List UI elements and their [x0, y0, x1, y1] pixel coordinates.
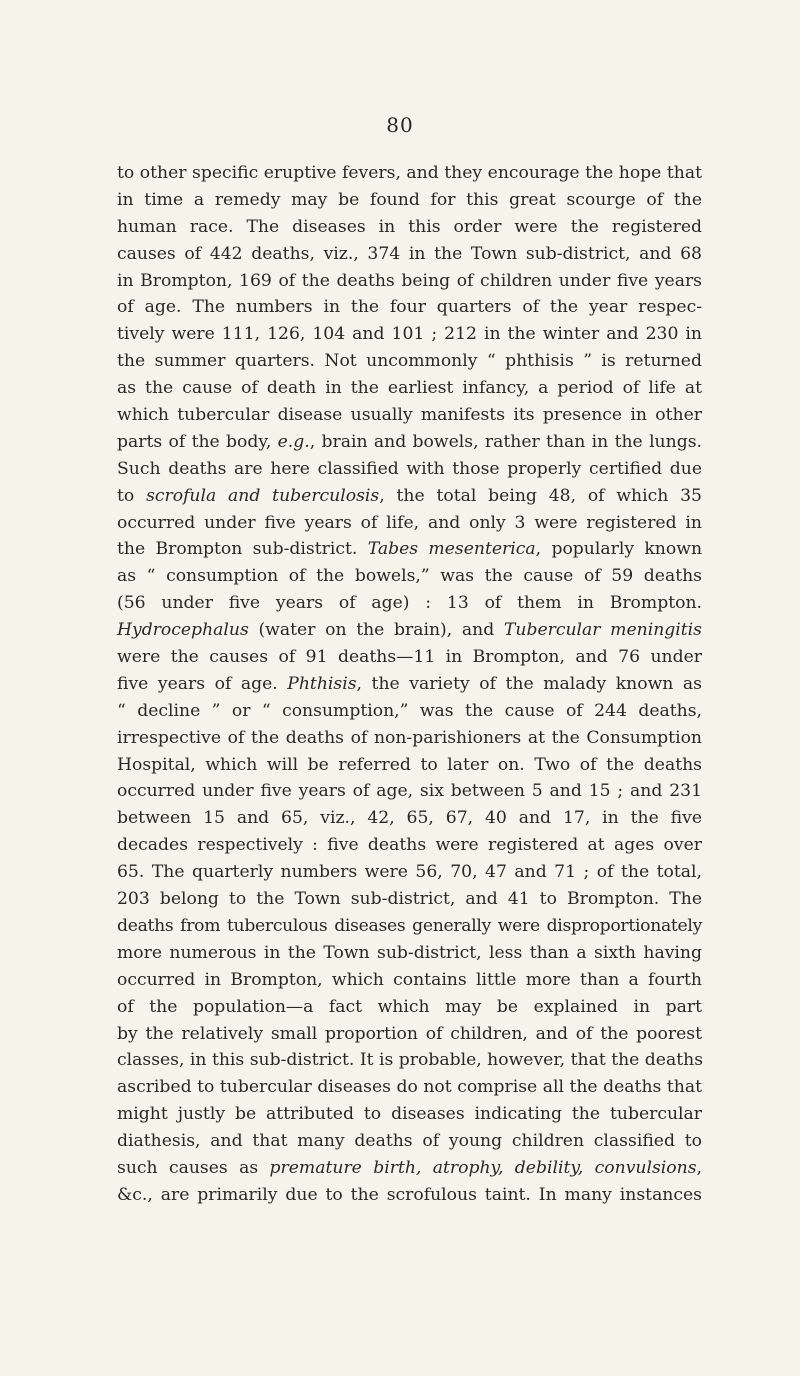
text-line: more numerous in the Town sub-district, less than a sixth having: [117, 942, 702, 963]
text-line: the summer quarters. Not uncommonly “ phthisis ” is returned: [117, 351, 702, 372]
text-line: of age. The numbers in the four quarters of the year respec-: [117, 297, 702, 318]
text-line: of the population—a fact which may be explained in part: [117, 996, 702, 1017]
text-line: to other specific eruptive fevers, and they encourage the hope that: [117, 163, 702, 183]
text-line: classes, in this sub-district. It is probable, however, that the deaths: [117, 1050, 704, 1071]
text-line: five years of age. Phthisis, the variety of the malady known as: [117, 673, 702, 694]
text-line: between 15 and 65, viz., 42, 65, 67, 40 and 17, in the five: [117, 808, 702, 829]
text-line: Hydrocephalus (water on the brain), and Tubercular meningitis: [117, 620, 702, 641]
text-line: “ decline ” or “ consumption,” was the cause of 244 deaths,: [117, 700, 702, 721]
text-line: Hospital, which will be referred to later on. Two of the deaths: [117, 754, 702, 775]
text-line: occurred under five years of age, six between 5 and 15 ; and 231: [117, 781, 702, 802]
text-line: ascribed to tubercular diseases do not comprise all the deaths that: [117, 1077, 702, 1098]
page-number: 80: [386, 113, 414, 137]
text-line: in time a remedy may be found for this great scourge of the: [117, 189, 702, 210]
text-line: in Brompton, 169 of the deaths being of children under five years: [117, 270, 702, 291]
text-line: decades respectively : five deaths were registered at ages over: [117, 835, 702, 856]
text-line: were the causes of 91 deaths—11 in Brompton, and 76 under: [117, 647, 702, 668]
text-line: deaths from tuberculous diseases generally were disproportionately: [117, 915, 702, 936]
text-line: irrespective of the deaths of non-parishioners at the Consumption: [117, 727, 702, 748]
text-line: &c., are primarily due to the scrofulous taint. In many instances: [117, 1184, 702, 1205]
text-line: 65. The quarterly numbers were 56, 70, 47 and 71 ; of the total,: [117, 862, 702, 883]
text-line: parts of the body, e.g., brain and bowels, rather than in the lungs.: [117, 431, 702, 452]
text-line: to scrofula and tuberculosis, the total being 48, of which 35: [117, 485, 702, 506]
text-line: which tubercular disease usually manifests its presence in other: [117, 405, 702, 426]
body-text: [117, 160, 702, 1209]
text-line: causes of 442 deaths, viz., 374 in the Town sub-district, and 68: [117, 243, 702, 264]
text-line: such causes as premature birth, atrophy, debility, convulsions,: [117, 1157, 702, 1178]
text-line: Such deaths are here classified with those properly certified due: [117, 458, 702, 479]
text-line: occurred in Brompton, which contains little more than a fourth: [117, 969, 702, 990]
text-line: tively were 111, 126, 104 and 101 ; 212 in the winter and 230 in: [117, 324, 702, 345]
text-line: human race. The diseases in this order were the registered: [117, 216, 702, 237]
text-line: 203 belong to the Town sub-district, and 41 to Brompton. The: [117, 889, 702, 910]
text-line: might justly be attributed to diseases indicating the tubercular: [117, 1104, 702, 1125]
text-line: diathesis, and that many deaths of young children classified to: [117, 1131, 702, 1152]
text-line: by the relatively small proportion of children, and of the poorest: [117, 1023, 702, 1044]
text-line: (56 under five years of age) : 13 of them in Brompton.: [117, 593, 702, 614]
text-line: as “ consumption of the bowels,” was the cause of 59 deaths: [117, 566, 702, 587]
text-line: the Brompton sub-district. Tabes mesenterica, popularly known: [117, 539, 703, 560]
text-line: occurred under five years of life, and only 3 were registered in: [117, 512, 702, 533]
text-line: as the cause of death in the earliest infancy, a period of life at: [117, 378, 702, 399]
